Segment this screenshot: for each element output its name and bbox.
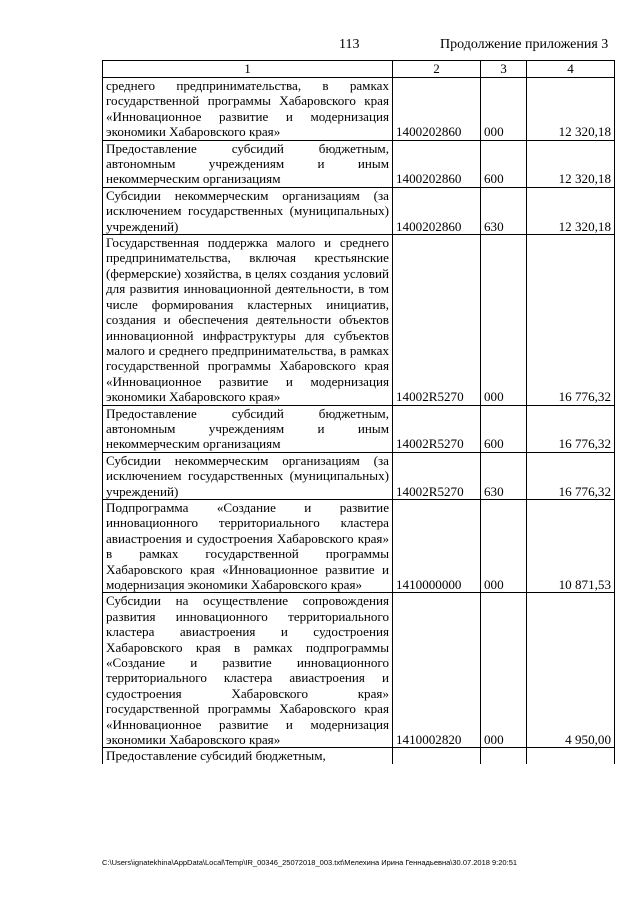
row-description: Предоставление субсидий бюджетным, [103,748,393,764]
table-row [103,405,615,452]
continuation-label: Продолжение приложения 3 [440,37,609,52]
row-kind: 000 [481,499,527,592]
row-amount: 16 776,32 [527,452,615,499]
row-amount: 16 776,32 [527,235,615,405]
column-header: 2 [393,61,481,78]
row-kind: 600 [481,140,527,187]
row-code: 14002R5270 [393,452,481,499]
header-row [103,61,615,78]
row-code: 1410002820 [393,593,481,748]
table-row [103,235,615,405]
row-description: Субсидии некоммерческим организациям (за исключением государственных (муниципальных) учреждений) [103,452,393,499]
row-kind: 000 [481,593,527,748]
table-row [103,452,615,499]
row-kind: 630 [481,452,527,499]
footer-file-path: C:\Users\ignatekhina\AppData\Local\Temp\IR_00346_25072018_003.txt\Мелехина Ирина Геннадьевна\30.07.2018 9:20:51 [102,858,518,867]
row-description: Субсидии на осуществление сопровождения развития инновационного территориального кластера авиастроения и судостроения Хабаровского края в рамках подпрограммы «Создание и развитие инновационного территориального кластера авиастроения и судостроения Хабаровского края» государственной программы Хабаровского края «Инновационное развитие и модернизация экономики Хабаровского края» [103,593,393,748]
table-row [103,499,615,592]
row-description: Подпрограмма «Создание и развитие инновационного территориального кластера авиастроения и судостроения Хабаровского края» в рамках государственной программы Хабаровского края «Инновационное развитие и модернизация экономики Хабаровского края» [103,499,393,592]
table-row [103,78,615,141]
row-kind: 000 [481,235,527,405]
row-code: 1400202860 [393,78,481,141]
page-number: 113 [339,37,360,52]
budget-table [102,60,615,764]
table-row [103,187,615,234]
row-kind: 600 [481,405,527,452]
column-header: 3 [481,61,527,78]
row-kind: 630 [481,187,527,234]
row-description: Предоставление субсидий бюджетным, автономным учреждениям и иным некоммерческим организациям [103,405,393,452]
row-code [393,748,481,764]
row-description: Субсидии некоммерческим организациям (за исключением государственных (муниципальных) учреждений) [103,187,393,234]
row-code: 1410000000 [393,499,481,592]
row-amount: 12 320,18 [527,140,615,187]
row-description: среднего предпринимательства, в рамках государственной программы Хабаровского края «Инновационное развитие и модернизация экономики Хабаровского края» [103,78,393,141]
row-code: 1400202860 [393,140,481,187]
row-description: Государственная поддержка малого и среднего предпринимательства, включая крестьянские (фермерские) хозяйства, в целях создания условий для развития инновационной деятельности, в том числе формирования кластерных инициатив, создания и обеспечения деятельности объектов инновационной инфраструктуры для субъектов малого и среднего предпринимательства, в рамках государственной программы Хабаровского края «Инновационное развитие и модернизация экономики Хабаровского края» [103,235,393,405]
row-code: 1400202860 [393,187,481,234]
table-row [103,748,615,764]
row-amount: 10 871,53 [527,499,615,592]
row-amount [527,748,615,764]
column-header: 1 [103,61,393,78]
row-kind [481,748,527,764]
row-amount: 4 950,00 [527,593,615,748]
row-amount: 12 320,18 [527,187,615,234]
column-header: 4 [527,61,615,78]
row-amount: 16 776,32 [527,405,615,452]
row-code: 14002R5270 [393,235,481,405]
row-amount: 12 320,18 [527,78,615,141]
row-code: 14002R5270 [393,405,481,452]
row-kind: 000 [481,78,527,141]
table-row [103,593,615,748]
row-description: Предоставление субсидий бюджетным, автономным учреждениям и иным некоммерческим организациям [103,140,393,187]
table-row [103,140,615,187]
